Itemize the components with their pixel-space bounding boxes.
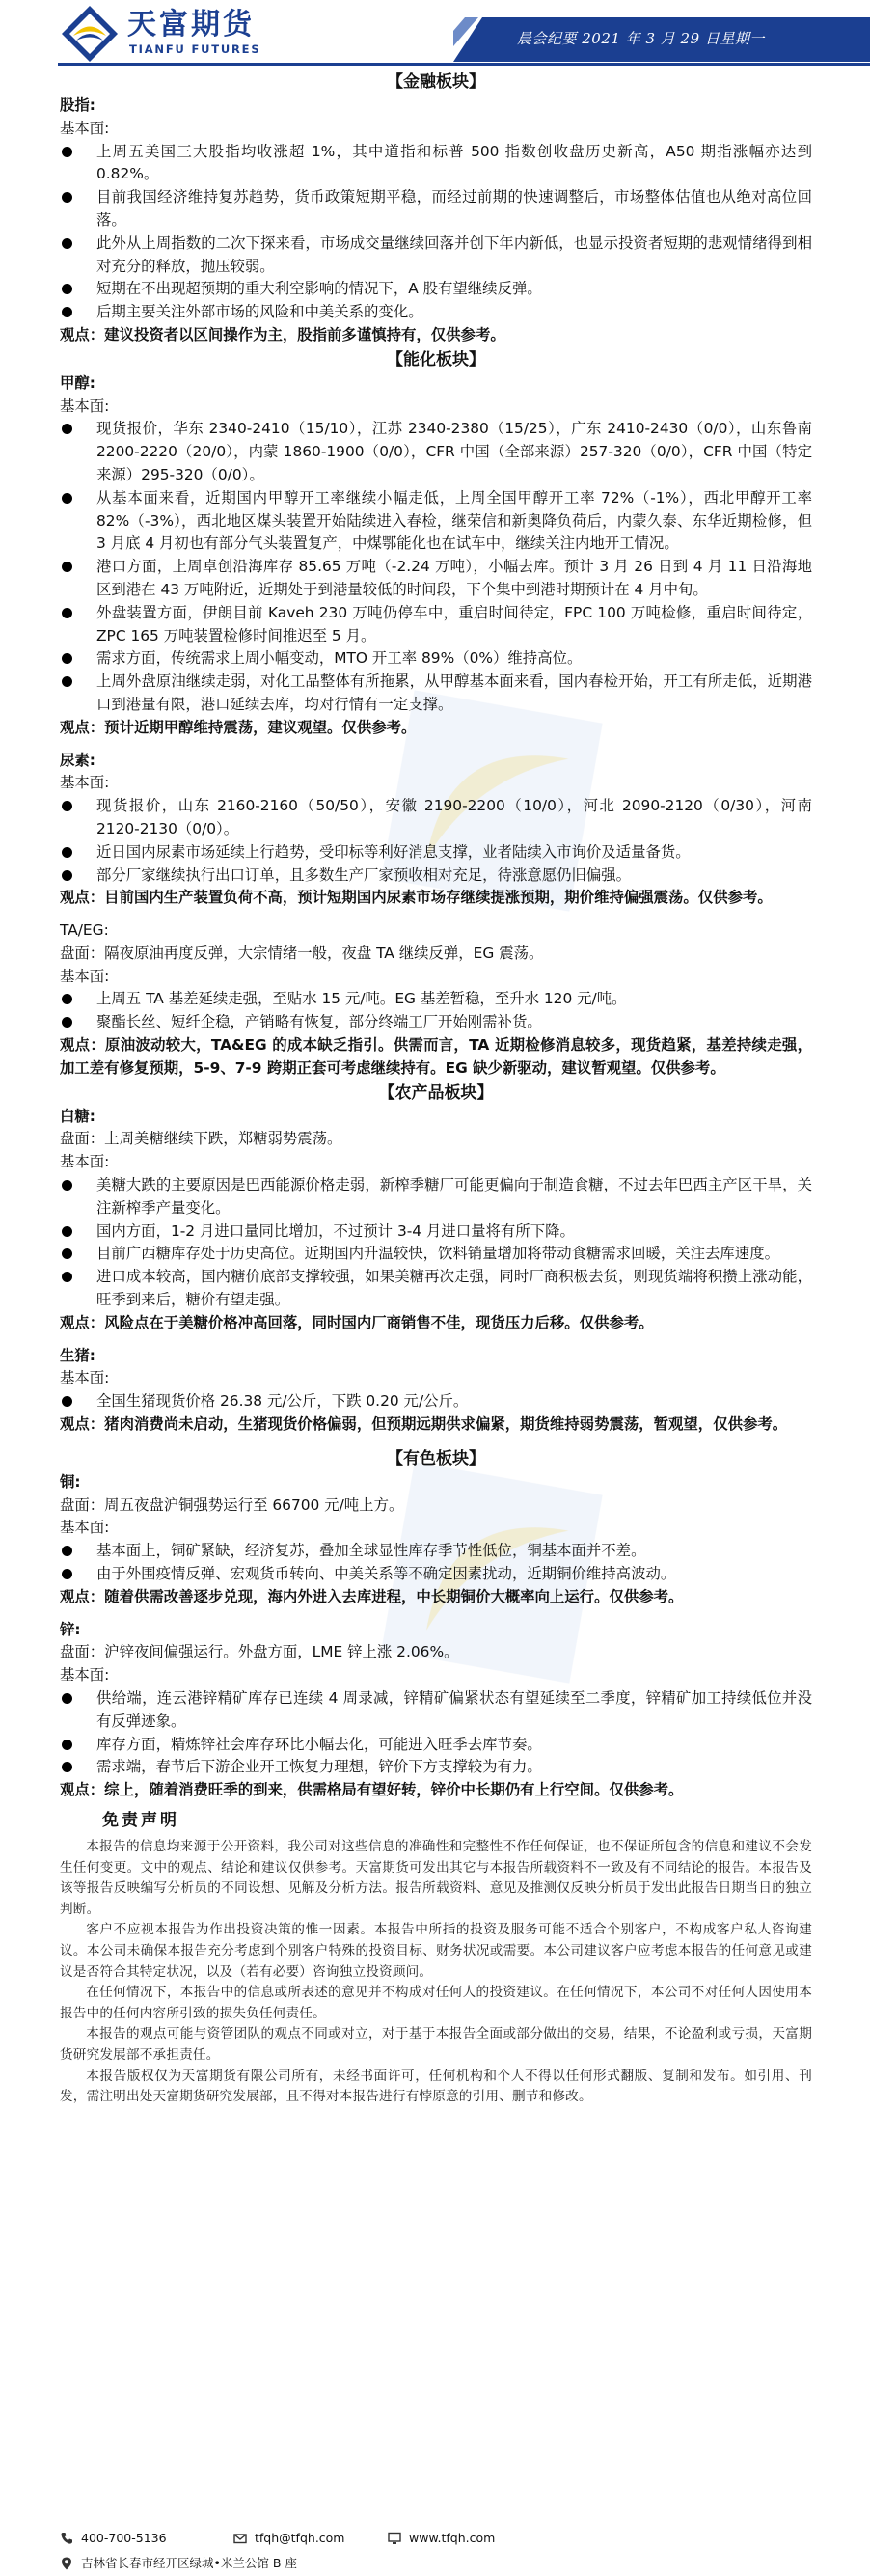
- market-summary: 盘面：隔夜原油再度反弹，大宗情绪一般，夜盘 TA 继续反弹，EG 震荡。: [60, 944, 544, 962]
- location-pin-icon: [60, 2557, 73, 2570]
- basic-label: 基本面:: [60, 397, 110, 415]
- view-statement: 观点：预计近期甲醇维持震荡，建议观望。仅供参考。: [60, 718, 417, 736]
- logo-diamond-icon: [60, 4, 120, 64]
- subsection-urea: 尿素:: [60, 751, 95, 769]
- bullet-icon: [62, 847, 72, 858]
- bullet-icon: [62, 994, 72, 1004]
- list-item: 由于外围疫情反弹、宏观货币转向、中美关系等不确定因素扰动，近期铜价维持高波动。: [60, 1563, 812, 1586]
- page-header: [0, 0, 870, 68]
- list-item: 部分厂家继续执行出口订单，且多数生产厂家预收相对充足，待涨意愿仍旧偏强。: [60, 864, 812, 888]
- list-item: 现货报价，山东 2160-2160（50/50），安徽 2190-2200（10/0），河北 2090-2120（0/30），河南 2120-2130（0/0）。: [60, 795, 812, 841]
- view-statement: 观点：风险点在于美糖价格冲高回落，同时国内厂商销售不佳，现货压力后移。仅供参考。: [60, 1313, 654, 1331]
- list-item: 短期在不出现超预期的重大利空影响的情况下，A 股有望继续反弹。: [60, 278, 812, 301]
- bullet-icon: [62, 1180, 72, 1191]
- bullet-icon: [62, 1693, 72, 1704]
- bullet-icon: [62, 147, 72, 157]
- footer-email[interactable]: tfqh@tfqh.com: [233, 2528, 345, 2549]
- list-item: 进口成本较高，国内糖价底部支撑较强，如果美糖再次走强，同时厂商积极去货，则现货端将积攒上涨动能，旺季到来后，糖价有望走强。: [60, 1266, 812, 1312]
- bullet-list: [60, 1540, 812, 1586]
- section-title-metal: 【有色板块】: [387, 1448, 485, 1468]
- disclaimer-paragraph: 本报告的观点可能与资管团队的观点不同或对立，对于基于本报告全面或部分做出的交易，结果，不论盈利或亏损，天富期货研究发展部不承担责任。: [60, 2026, 812, 2063]
- market-summary: 盘面：周五夜盘沪铜强势运行至 66700 元/吨上方。: [60, 1495, 404, 1514]
- header-divider: [58, 63, 870, 66]
- bullet-icon: [62, 1396, 72, 1407]
- list-item: 外盘装置方面，伊朗目前 Kaveh 230 万吨仍停车中，重启时间待定，FPC 100 万吨检修，重启时间待定，ZPC 165 万吨装置检修时间推迟至 5 月。: [60, 602, 812, 648]
- view-statement: 观点：随着供需改善逐步兑现，海内外进入去库进程，中长期铜价大概率向上运行。仅供参考。: [60, 1587, 684, 1605]
- market-summary: 盘面：上周美糖继续下跌，郑糖弱势震荡。: [60, 1130, 342, 1148]
- bullet-icon: [62, 424, 72, 434]
- list-item: 基本面上，铜矿紧缺，经济复苏，叠加全球显性库存季节性低位，铜基本面并不差。: [60, 1540, 812, 1563]
- bullet-list: [60, 1174, 812, 1312]
- list-item: 美糖大跌的主要原因是巴西能源价格走弱，新榨季糖厂可能更偏向于制造食糖，不过去年巴西主产区干旱，关注新榨季产量变化。: [60, 1174, 812, 1220]
- list-item: 上周五美国三大股指均收涨超 1%，其中道指和标普 500 指数创收盘历史新高，A50 期指涨幅亦达到 0.82%。: [60, 141, 812, 187]
- list-item: 全国生猪现货价格 26.38 元/公斤，下跌 0.20 元/公斤。: [60, 1390, 812, 1413]
- list-item: 聚酯长丝、短纤企稳，产销略有恢复，部分终端工厂开始刚需补货。: [60, 1011, 812, 1034]
- section-title-finance: 【金融板块】: [387, 72, 485, 92]
- list-item: 库存方面，精炼锌社会库存环比小幅去化，可能进入旺季去库节奏。: [60, 1734, 812, 1757]
- bullet-icon: [62, 493, 72, 504]
- list-item: 从基本面来看，近期国内甲醇开工率继续小幅走低，上周全国甲醇开工率 72%（-1%），西北甲醇开工率 82%（-3%），西北地区煤头装置开始陆续进入春检，继荣信和新奥降负荷后，内蒙久泰、东华近期检修，但 3 月底 4 月初也有部分气头装置复产，中煤鄂能化也在试车中，继续关注内地开工情况。: [60, 487, 812, 556]
- basic-label: 基本面:: [60, 1369, 110, 1387]
- list-item: 上周五 TA 基差延续走强，至贴水 15 元/吨。EG 基差暂稳，至升水 120 元/吨。: [60, 988, 812, 1011]
- basic-label: 基本面:: [60, 119, 110, 137]
- list-item: 近日国内尿素市场延续上行趋势，受印标等利好消息支撑，业者陆续入市询价及适量备货。: [60, 841, 812, 864]
- view-statement: 观点：综上，随着消费旺季的到来，供需格局有望好转，锌价中长期仍有上行空间。仅供参考。: [60, 1781, 684, 1799]
- bullet-icon: [62, 284, 72, 294]
- bullet-icon: [62, 608, 72, 618]
- list-item: 国内方面，1-2 月进口量同比增加，不过预计 3-4 月进口量将有所下降。: [60, 1220, 812, 1244]
- view-statement: 观点：猪肉消费尚未启动，生猪现货价格偏弱，但预期远期供求偏紧，期货维持弱势震荡，暂观望，仅供参考。: [60, 1415, 788, 1434]
- basic-label: 基本面:: [60, 1519, 110, 1537]
- bullet-icon: [62, 801, 72, 811]
- page-footer: [60, 2528, 812, 2576]
- company-logo: [60, 4, 349, 64]
- bullet-icon: [62, 1569, 72, 1579]
- bullet-icon: [62, 1762, 72, 1772]
- view-statement: 观点：目前国内生产装置负荷不高，预计短期国内尿素市场存继续提涨预期，期价维持偏强震荡。仅供参考。: [60, 889, 773, 907]
- basic-label: 基本面:: [60, 967, 110, 985]
- footer-website[interactable]: www.tfqh.com: [388, 2528, 495, 2549]
- list-item: 现货报价，华东 2340-2410（15/10），江苏 2340-2380（15/25），广东 2410-2430（0/0），山东鲁南 2200-2220（20/0），内蒙 1860-1900（0/0），CFR 中国（全部来源）257-320（0/0），CFR 中国（特定来源）295-320（0/0）。: [60, 418, 812, 486]
- disclaimer-paragraph: 本报告版权仅为天富期货有限公司所有，未经书面许可，任何机构和个人不得以任何形式翻版、复制和发布。如引用、刊发，需注明出处天富期货研究发展部，且不得对本报告进行有悖原意的引用、删节和修改。: [60, 2068, 812, 2105]
- bullet-icon: [62, 1546, 72, 1556]
- subsection-copper: 铜:: [60, 1472, 81, 1491]
- disclaimer-paragraph: 在任何情况下，本报告中的信息或所表述的意见并不构成对任何人的投资建议。在任何情况下，本公司不对任何人因使用本报告中的任何内容所引致的损失负任何责任。: [60, 1985, 812, 2021]
- bullet-list: [60, 1687, 812, 1779]
- view-statement: 观点：原油波动较大，TA&EG 的成本缺乏指引。供需而言，TA 近期检修消息较多，现货趋紧，基差持续走强，加工差有修复预期，5-9、7-9 跨期正套可考虑继续持有。EG 缺少新驱动，建议暂观望。仅供参考。: [60, 1036, 812, 1077]
- subsection-sugar: 白糖:: [60, 1107, 95, 1125]
- basic-label: 基本面:: [60, 1153, 110, 1171]
- list-item: 需求方面，传统需求上周小幅变动，MTO 开工率 89%（0%）维持高位。: [60, 647, 812, 671]
- bullet-icon: [62, 676, 72, 687]
- report-content: [60, 69, 812, 2108]
- subsection-ta-eg: TA/EG:: [60, 921, 109, 940]
- basic-label: 基本面:: [60, 1666, 110, 1685]
- bullet-list: [60, 988, 812, 1034]
- list-item: 目前广西糖库存处于历史高位。近期国内升温较快，饮料销量增加将带动食糖需求回暖，关注去库速度。: [60, 1243, 812, 1266]
- footer-address: 吉林省长春市经开区绿城•米兰公馆 B 座: [60, 2554, 297, 2573]
- list-item: 需求端，春节后下游企业开工恢复力理想，锌价下方支撑较为有力。: [60, 1756, 812, 1779]
- disclaimer-title: 免责声明: [102, 1810, 179, 1830]
- bullet-list: [60, 418, 812, 716]
- bullet-icon: [62, 1740, 72, 1750]
- bullet-icon: [62, 562, 72, 572]
- subsection-hog: 生猪:: [60, 1346, 95, 1364]
- bullet-icon: [62, 1272, 72, 1282]
- list-item: 后期主要关注外部市场的风险和中美关系的变化。: [60, 301, 812, 324]
- phone-icon: [60, 2532, 73, 2545]
- date-banner: [453, 17, 870, 62]
- basic-label: 基本面:: [60, 774, 110, 792]
- section-title-energy: 【能化板块】: [387, 349, 485, 370]
- footer-phone: 400-700-5136: [60, 2528, 167, 2549]
- bullet-icon: [62, 1017, 72, 1028]
- bullet-icon: [62, 1248, 72, 1259]
- list-item: 供给端，连云港锌精矿库存已连续 4 周录减，锌精矿偏紧状态有望延续至二季度，锌精矿加工持续低位并没有反弹迹象。: [60, 1687, 812, 1734]
- logo-english-name: TIANFU FUTURES: [129, 42, 261, 56]
- logo-chinese-name: 天富期货: [127, 8, 255, 41]
- bullet-icon: [62, 307, 72, 317]
- view-statement: 观点：建议投资者以区间操作为主，股指前多谨慎持有，仅供参考。: [60, 325, 505, 343]
- mail-icon: [233, 2532, 247, 2545]
- monitor-icon: [388, 2532, 401, 2545]
- bullet-list: [60, 795, 812, 887]
- list-item: 港口方面，上周卓创沿海库存 85.65 万吨（-2.24 万吨），小幅去库。预计 3 月 26 日到 4 月 11 日沿海地区到港在 43 万吨附近，近期处于到港量较低的时间段，下个集中到港时期预计在 4 月中旬。: [60, 556, 812, 602]
- list-item: 目前我国经济维持复苏趋势，货币政策短期平稳，而经过前期的快速调整后，市场整体估值也从绝对高位回落。: [60, 186, 812, 233]
- bullet-list: [60, 141, 812, 324]
- subsection-methanol: 甲醇:: [60, 373, 95, 392]
- bullet-list: [60, 1390, 812, 1413]
- bullet-icon: [62, 1226, 72, 1237]
- disclaimer-paragraph: 本报告的信息均来源于公开资料，我公司对这些信息的准确性和完整性不作任何保证，也不保证所包含的信息和建议不会发生任何变更。文中的观点、结论和建议仅供参考。天富期货可发出其它与本报告所载资料不一致及有不同结论的报告。本报告及该等报告反映编写分析员的不同设想、见解及分析方法。报告所载资料、意见及推测仅反映分析员于发出此报告日期当日的独立判断。: [60, 1838, 812, 1917]
- subsection-zinc: 锌:: [60, 1620, 81, 1638]
- market-summary: 盘面：沪锌夜间偏强运行。外盘方面，LME 锌上涨 2.06%。: [60, 1643, 459, 1661]
- section-title-agri: 【农产品板块】: [378, 1082, 494, 1103]
- bullet-icon: [62, 192, 72, 203]
- list-item: 此外从上周指数的二次下探来看，市场成交量继续回落并创下年内新低，也显示投资者短期的悲观情绪得到相对充分的释放，抛压较弱。: [60, 233, 812, 279]
- banner-date-text: 晨会纪要 2021 年 3 月 29 日星期一: [517, 30, 765, 47]
- bullet-icon: [62, 653, 72, 664]
- bullet-icon: [62, 870, 72, 881]
- disclaimer-paragraph: 客户不应视本报告为作出投资决策的惟一因素。本报告中所指的投资及服务可能不适合个别客户，不构成客户私人咨询建议。本公司未确保本报告充分考虑到个别客户特殊的投资目标、财务状况或需要。本公司建议客户应考虑本报告的任何意见或建议是否符合其特定状况，以及（若有必要）咨询独立投资顾问。: [60, 1922, 812, 1980]
- bullet-icon: [62, 238, 72, 249]
- list-item: 上周外盘原油继续走弱，对化工品整体有所拖累，从甲醇基本面来看，国内春检开始，开工有所走低，近期港口到港量有限，港口延续去库，均对行情有一定支撑。: [60, 671, 812, 717]
- subsection-index-futures: 股指:: [60, 96, 95, 114]
